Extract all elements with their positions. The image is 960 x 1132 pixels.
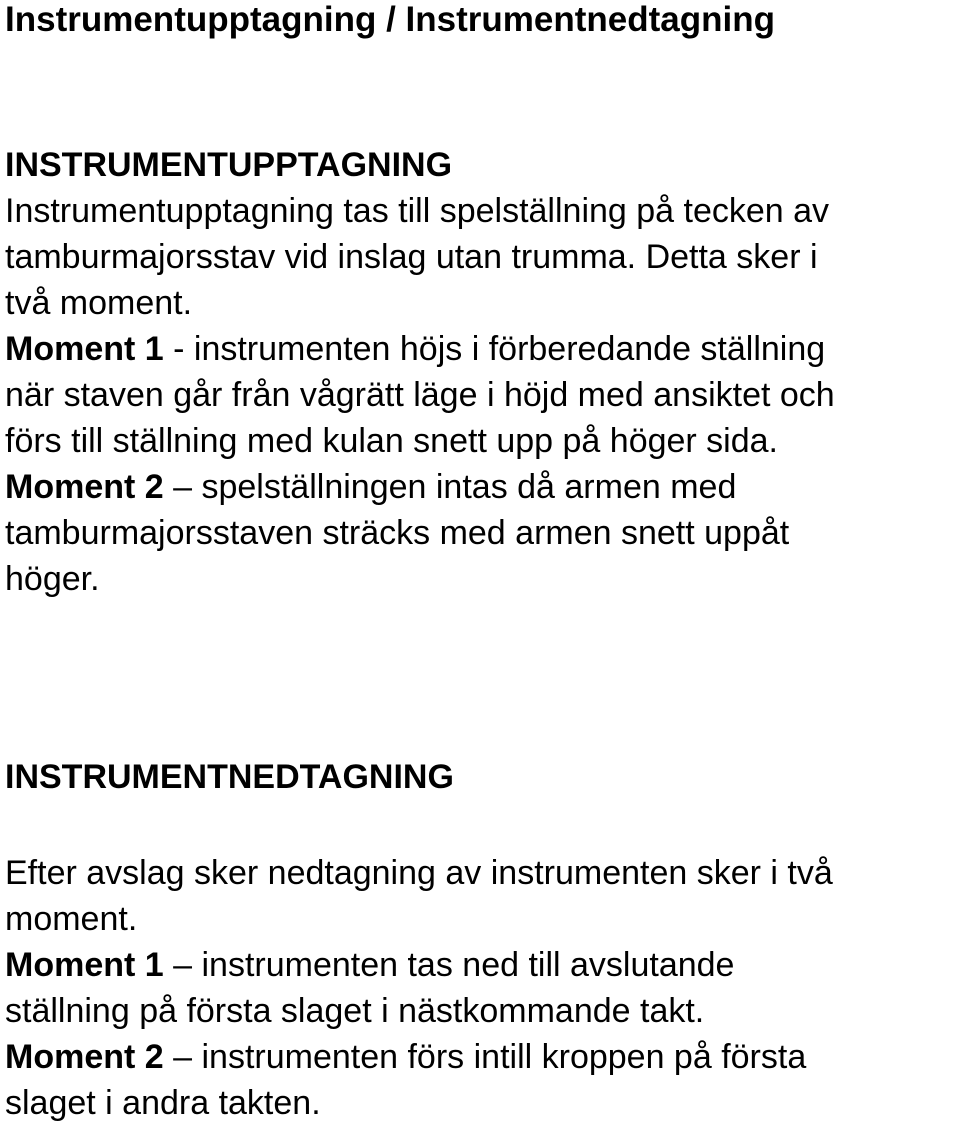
nedtagning-intro-line-1: Efter avslag sker nedtagning av instrumenten sker i två bbox=[5, 854, 833, 892]
upptagning-moment-1-line-2: när staven går från vågrätt läge i höjd med ansiktet och bbox=[5, 376, 835, 414]
upptagning-moment-2-line-2: tamburmajorsstaven sträcks med armen snett uppåt bbox=[5, 514, 790, 552]
upptagning-moment-1-line-3: förs till ställning med kulan snett upp på höger sida. bbox=[5, 422, 779, 460]
moment-1-label: Moment 1 bbox=[5, 946, 164, 984]
upptagning-intro-line-1: Instrumentupptagning tas till spelställning på tecken av bbox=[5, 192, 830, 230]
section-instrumentupptagning bbox=[5, 142, 835, 602]
moment-1-label: Moment 1 bbox=[5, 330, 164, 368]
moment-2-label: Moment 2 bbox=[5, 1038, 164, 1076]
moment-2-label: Moment 2 bbox=[5, 468, 164, 506]
moment-2-text: – instrumenten förs intill kroppen på första bbox=[163, 1038, 807, 1076]
upptagning-intro-line-3: två moment. bbox=[5, 284, 193, 322]
upptagning-intro-line-2: tamburmajorsstav vid inslag utan trumma. Detta sker i bbox=[5, 238, 818, 276]
moment-1-text: - instrumenten höjs i förberedande ställning bbox=[163, 330, 826, 368]
nedtagning-body bbox=[5, 850, 833, 1126]
document-title: Instrumentupptagning / Instrumentnedtagning bbox=[5, 0, 775, 39]
section-instrumentnedtagning bbox=[5, 754, 833, 1126]
upptagning-moment-2-line-3: höger. bbox=[5, 560, 100, 598]
upptagning-moment-2-line-1 bbox=[5, 464, 835, 510]
nedtagning-intro-line-2: moment. bbox=[5, 900, 138, 938]
moment-2-text: – spelställningen intas då armen med bbox=[163, 468, 737, 506]
nedtagning-moment-1-line-1 bbox=[5, 942, 833, 988]
section-heading-upptagning: INSTRUMENTUPPTAGNING bbox=[5, 146, 453, 184]
upptagning-moment-1-line-1 bbox=[5, 326, 835, 372]
nedtagning-moment-1-line-2: ställning på första slaget i nästkommande takt. bbox=[5, 992, 705, 1030]
nedtagning-moment-2-line-1 bbox=[5, 1034, 833, 1080]
nedtagning-moment-2-line-2: slaget i andra takten. bbox=[5, 1084, 321, 1122]
moment-1-text: – instrumenten tas ned till avslutande bbox=[163, 946, 735, 984]
section-heading-nedtagning: INSTRUMENTNEDTAGNING bbox=[5, 758, 454, 796]
